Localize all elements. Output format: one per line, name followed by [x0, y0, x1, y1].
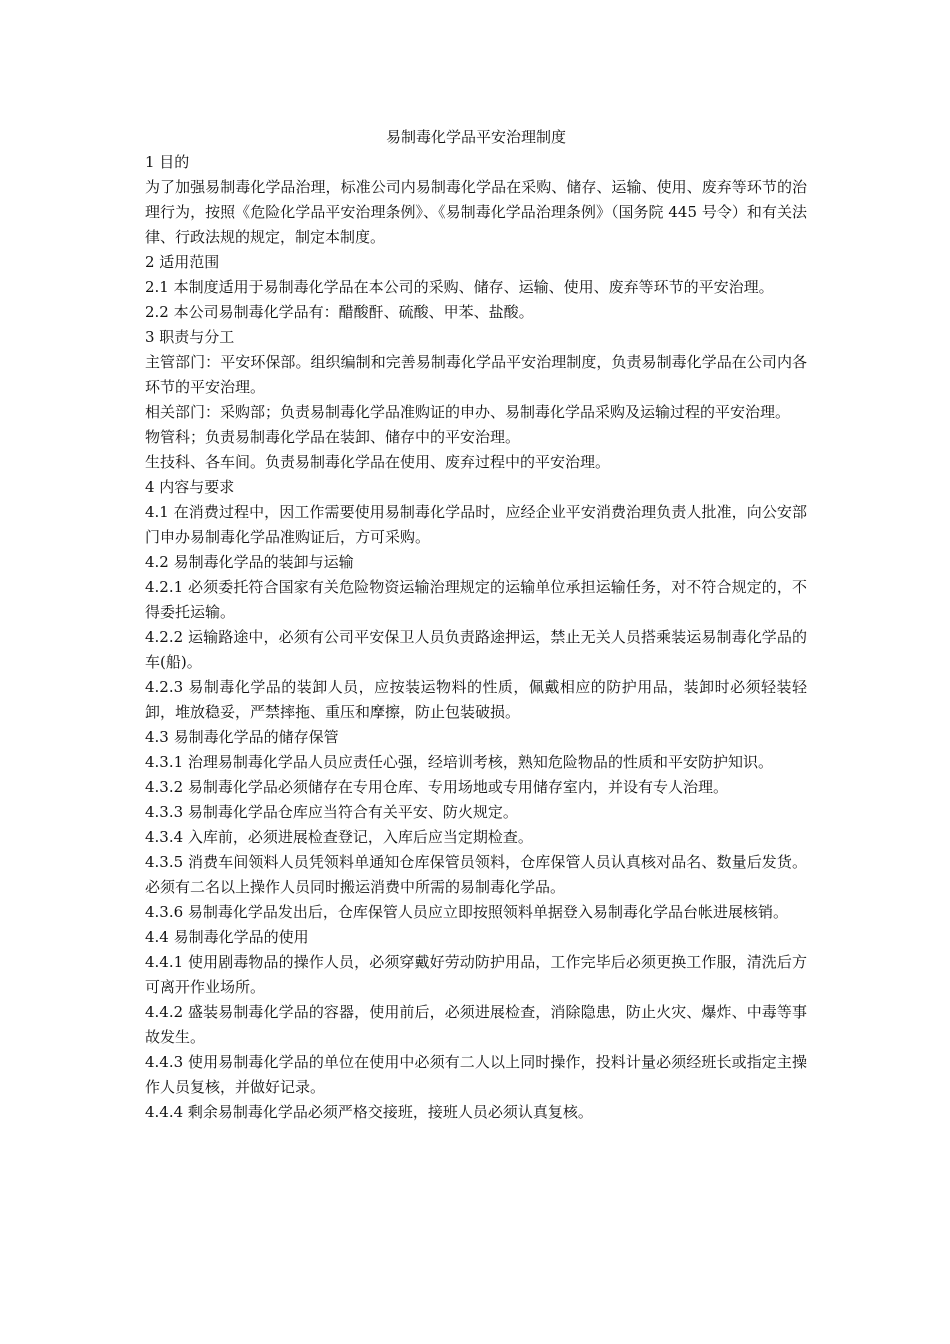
paragraph: 4.4.3 使用易制毒化学品的单位在使用中必须有二人以上同时操作，投料计量必须经班长或指定主操作人员复核，并做好记录。 [145, 1053, 807, 1096]
paragraph: 4.4.2 盛装易制毒化学品的容器，使用前后，必须进展检查，消除隐患，防止火灾、爆炸、中毒等事故发生。 [145, 1003, 807, 1046]
paragraph: 4.2.2 运输路途中，必须有公司平安保卫人员负责路途押运，禁止无关人员搭乘装运易制毒化学品的车(船)。 [145, 628, 807, 671]
paragraph: 生技科、各车间。负责易制毒化学品在使用、废弃过程中的平安治理。 [145, 453, 611, 471]
paragraph: 2.2 本公司易制毒化学品有：醋酸酐、硫酸、甲苯、盐酸。 [145, 303, 534, 321]
paragraph: 4.3.2 易制毒化学品必须储存在专用仓库、专用场地或专用储存室内，并设有专人治理。 [145, 778, 728, 796]
document-page [145, 124, 807, 1125]
paragraph: 4 内容与要求 [145, 478, 235, 496]
paragraph: 4.4.4 剩余易制毒化学品必须严格交接班，接班人员必须认真复核。 [145, 1103, 593, 1121]
paragraph: 4.3.6 易制毒化学品发出后，仓库保管人员应立即按照领料单据登入易制毒化学品台帐进展核销。 [145, 903, 788, 921]
document-body [145, 150, 807, 1125]
paragraph: 4.2.3 易制毒化学品的装卸人员，应按装运物料的性质，佩戴相应的防护用品，装卸时必须轻装轻卸，堆放稳妥，严禁摔拖、重压和摩擦，防止包装破损。 [145, 678, 807, 721]
paragraph: 1 目的 [145, 153, 190, 171]
paragraph: 主管部门：平安环保部。组织编制和完善易制毒化学品平安治理制度，负责易制毒化学品在公司内各环节的平安治理。 [145, 353, 807, 396]
paragraph: 相关部门：采购部；负责易制毒化学品准购证的申办、易制毒化学品采购及运输过程的平安治理。 [145, 403, 791, 421]
document-title: 易制毒化学品平安治理制度 [385, 128, 566, 146]
paragraph: 4.3.3 易制毒化学品仓库应当符合有关平安、防火规定。 [145, 803, 518, 821]
paragraph: 4.3.1 治理易制毒化学品人员应责任心强，经培训考核，熟知危险物品的性质和平安防护知识。 [145, 753, 773, 771]
paragraph: 4.4.1 使用剧毒物品的操作人员，必须穿戴好劳动防护用品，工作完毕后必须更换工作服，清洗后方可离开作业场所。 [145, 953, 807, 996]
paragraph: 为了加强易制毒化学品治理，标准公司内易制毒化学品在采购、储存、运输、使用、废弃等环节的治理行为，按照《危险化学品平安治理条例》、《易制毒化学品治理条例》（国务院 445 号令）和有关法律、行政法规的规定，制定本制度。 [145, 178, 807, 246]
paragraph: 4.4 易制毒化学品的使用 [145, 928, 309, 946]
paragraph: 2 适用范围 [145, 253, 220, 271]
paragraph: 3 职责与分工 [145, 328, 235, 346]
paragraph: 4.3.5 消费车间领料人员凭领料单通知仓库保管员领料，仓库保管人员认真核对品名、数量后发货。必须有二名以上操作人员同时搬运消费中所需的易制毒化学品。 [145, 853, 807, 896]
paragraph: 4.3.4 入库前，必须进展检查登记，入库后应当定期检查。 [145, 828, 533, 846]
paragraph: 4.2 易制毒化学品的装卸与运输 [145, 553, 354, 571]
paragraph: 4.3 易制毒化学品的储存保管 [145, 728, 339, 746]
paragraph: 4.1 在消费过程中，因工作需要使用易制毒化学品时，应经企业平安消费治理负责人批准，向公安部门申办易制毒化学品准购证后，方可采购。 [145, 503, 807, 546]
paragraph: 4.2.1 必须委托符合国家有关危险物资运输治理规定的运输单位承担运输任务，对不符合规定的，不得委托运输。 [145, 578, 807, 621]
paragraph: 2.1 本制度适用于易制毒化学品在本公司的采购、储存、运输、使用、废弃等环节的平安治理。 [145, 278, 774, 296]
paragraph: 物管科；负责易制毒化学品在装卸、储存中的平安治理。 [145, 428, 521, 446]
